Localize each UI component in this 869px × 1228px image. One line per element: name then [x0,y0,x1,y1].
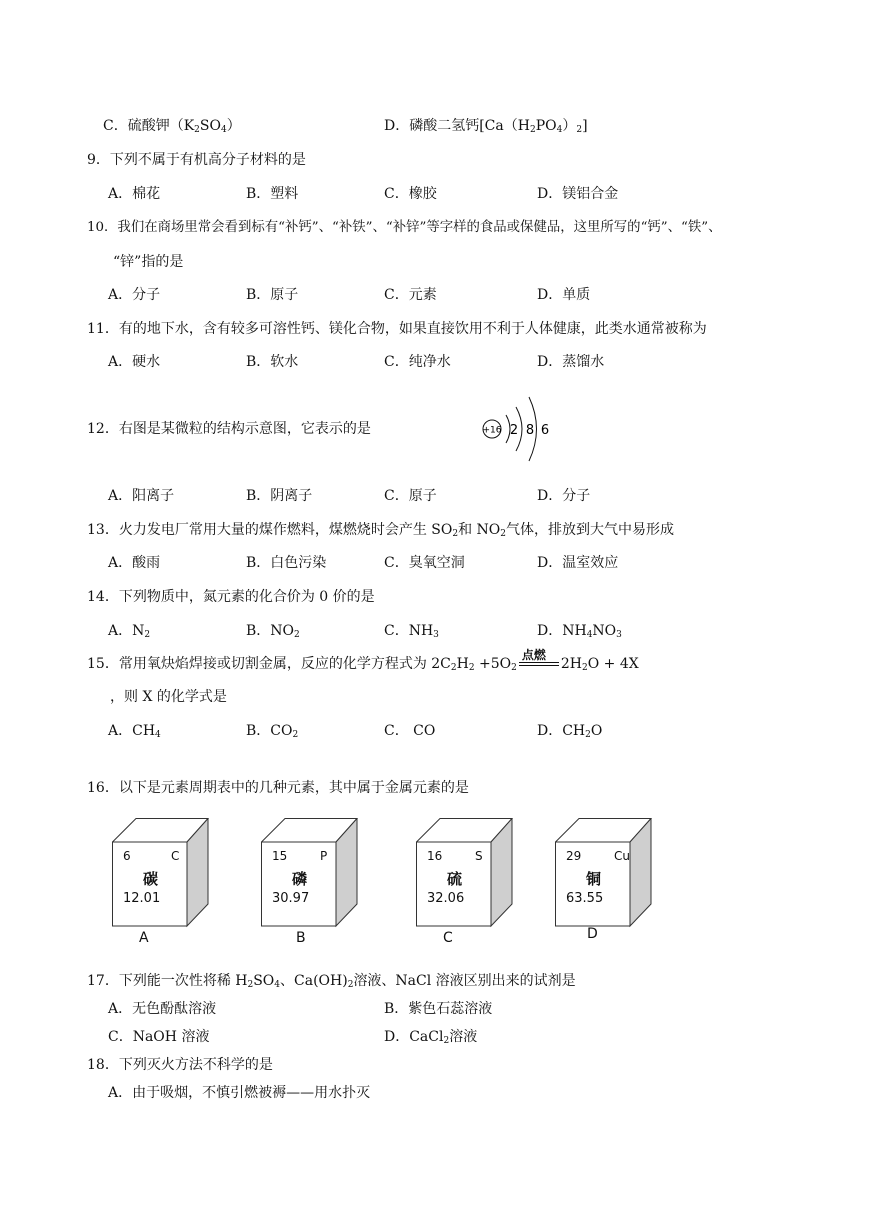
element-name: 硫 [447,870,463,888]
element-mass: 63.55 [566,891,604,906]
element-number: 16 [427,849,443,863]
shell-electrons-1: 2 [509,423,519,438]
nucleus-charge: +16 [482,425,502,436]
q10-option-a: A．分子 [108,287,161,303]
q16-stem: 16．以下是元素周期表中的几种元素，其中属于金属元素的是 [87,780,469,796]
q15-stem: 15．常用氧炔焰焊接或切割金属，反应的化学方程式为 $2C_2H_2 +5O_2$ 点燃 $2H_2O + 4X$ [87,648,639,673]
element-symbol: S [475,849,483,863]
element-number: 6 [123,849,131,863]
q12-stem: 12．右图是某微粒的结构示意图，它表示的是 [87,421,371,437]
q11-option-b: B．软水 [246,354,299,370]
q17-option-d: D．CaCl$_2$溶液 [384,1029,478,1046]
q8-option-d: D．磷酸二氢钙$[Ca(H_2PO_4)_2]$ [384,118,588,135]
q11-stem: 11．有的地下水，含有较多可溶性钙、镁化合物，如果直接饮用不利于人体健康，此类水通常被称为 [87,321,707,337]
q18-stem: 18．下列灭火方法不科学的是 [87,1057,273,1073]
q14-option-d: D．$NH_4NO_3$ [537,623,622,640]
q12-option-d: D．分子 [537,488,591,504]
q11-option-c: C．纯净水 [384,354,451,370]
q15-option-d: D．$CH_2O$ [537,723,603,740]
q17-option-b: B．紫色石蕊溶液 [384,1001,493,1017]
q10-option-d: D．单质 [537,287,591,303]
q17-option-a: A．无色酚酞溶液 [108,1001,217,1017]
q15-stem-line2: ，则 X 的化学式是 [110,689,227,705]
q9-option-b: B．塑料 [246,186,299,202]
element-symbol: Cu [614,849,630,863]
q9-option-d: D．镁铝合金 [537,186,619,202]
q14-stem: 14．下列物质中，氮元素的化合价为 0 价的是 [87,589,375,605]
q10-stem-line2: “锌”指的是 [113,254,184,270]
q15-option-a: A．$CH_4$ [108,723,161,740]
element-mass: 30.97 [272,891,310,906]
q10-option-b: B．原子 [246,287,299,303]
element-card-b [261,818,361,946]
q18-option-a: A．由于吸烟，不慎引燃被褥——用水扑灭 [108,1085,371,1101]
element-card-c [416,818,516,946]
q9-option-a: A．棉花 [108,186,161,202]
q12-option-c: C．原子 [384,488,437,504]
element-name: 磷 [292,870,308,888]
element-name: 碳 [143,870,159,888]
q14-option-b: B．$NO_2$ [246,623,300,640]
element-mass: 12.01 [123,891,161,906]
q8-option-c: C．硫酸钾$(K_2SO_4)$ [103,118,241,135]
q12-option-b: B．阴离子 [246,488,313,504]
element-label: C [443,930,453,946]
q15-option-b: B．$CO_2$ [246,723,299,740]
q10-stem-line1: 10．我们在商场里常会看到标有“补钙”、“补铁”、“补锌”等字样的食品或保健品，这里所写的“钙”、“铁”、 [87,220,722,235]
q14-option-a: A．$N_2$ [108,623,151,640]
q13-option-b: B．白色污染 [246,555,327,571]
q13-option-c: C．臭氧空洞 [384,555,465,571]
element-symbol: P [320,849,328,863]
q17-stem: 17．下列能一次性将稀 $H_2SO_4$、$Ca(OH)_2$溶液、NaCl 溶液区别出来的试剂是 [87,973,576,990]
element-card-a [112,818,212,946]
q11-option-d: D．蒸馏水 [537,354,605,370]
shell-electrons-2: 8 [525,423,535,438]
q9-stem: 9．下列不属于有机高分子材料的是 [87,152,306,168]
reaction-condition: 点燃 [521,648,546,662]
q9-option-c: C．橡胶 [384,186,437,202]
element-label: D [587,926,598,942]
element-mass: 32.06 [427,891,465,906]
q11-option-a: A．硬水 [108,354,161,370]
q17-option-c: C．NaOH 溶液 [108,1029,210,1045]
element-label: A [139,930,149,946]
element-symbol: C [171,849,180,863]
q13-stem: 13．火力发电厂常用大量的煤作燃料，煤燃烧时会产生 $SO_2$和 $NO_2$气体，排放到大气中易形成 [87,522,674,539]
q12-option-a: A．阳离子 [108,488,175,504]
q14-option-c: C．$NH_3$ [384,623,439,640]
q13-option-d: D．温室效应 [537,555,619,571]
element-label: B [296,930,306,946]
element-name: 铜 [586,870,602,888]
q15-option-c: C． CO [384,723,436,739]
atom-structure-diagram [478,393,558,465]
element-number: 15 [272,849,288,863]
element-card-d [555,818,655,942]
shell-electrons-3: 6 [540,423,550,438]
reaction-condition-arrow [517,648,561,673]
q13-option-a: A．酸雨 [108,555,161,571]
q10-option-c: C．元素 [384,287,437,303]
element-number: 29 [566,849,582,863]
